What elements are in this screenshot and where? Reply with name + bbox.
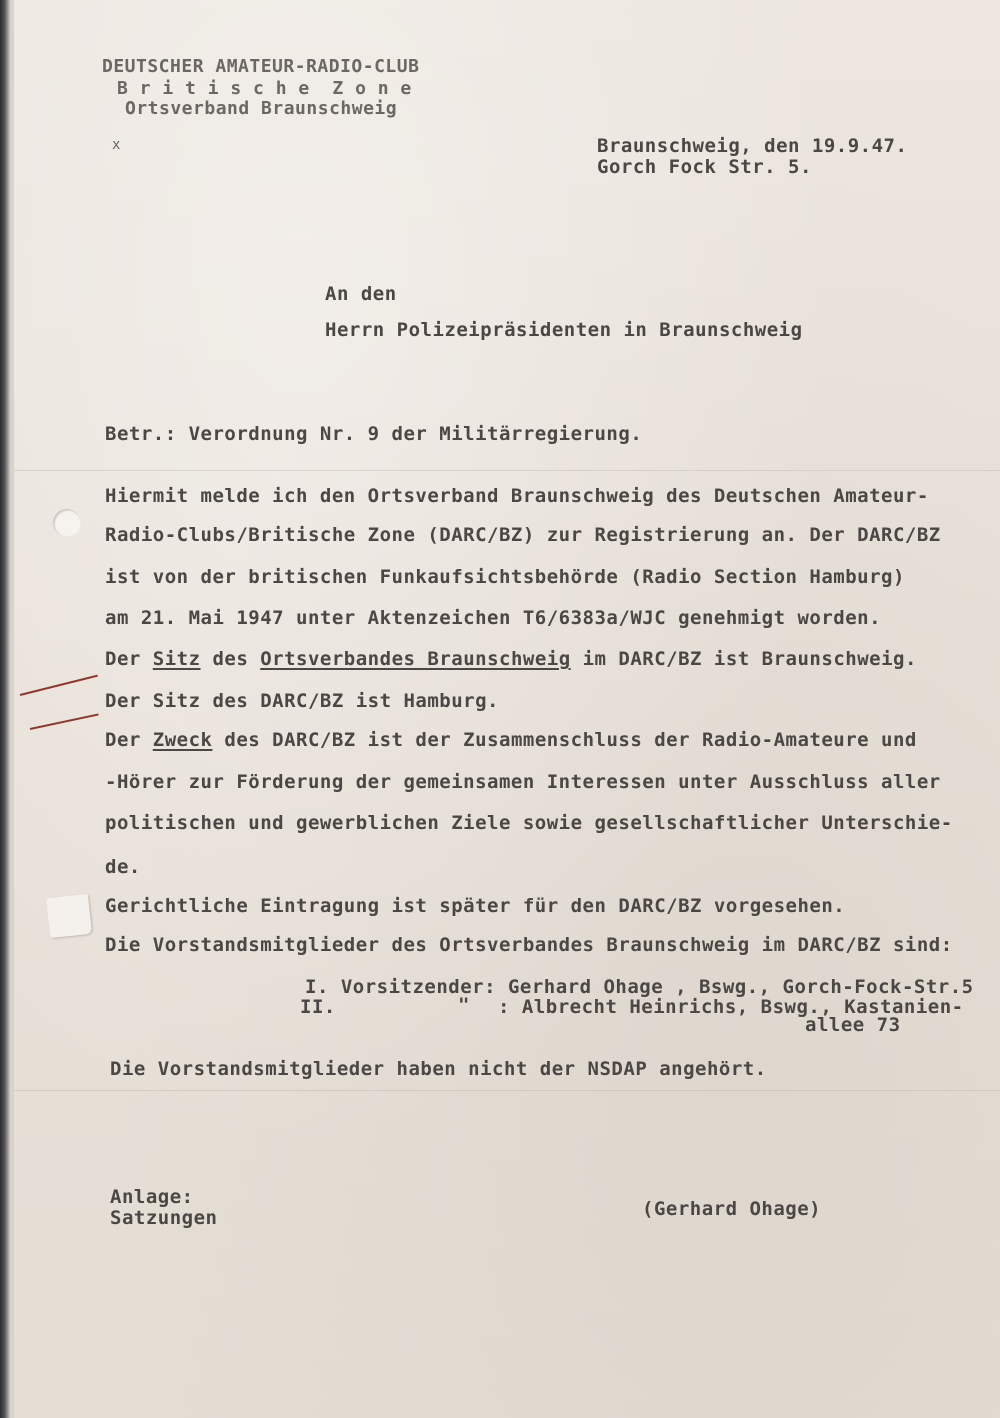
binder-edge [0, 0, 10, 1418]
ditto-mark: " [458, 994, 470, 1016]
nsdap-statement: Die Vorstandsmitglieder haben nicht der NSDAP angehört. [110, 1058, 767, 1080]
underlined-word: Sitz [152, 648, 201, 670]
place-date-line: Braunschweig, den 19.9.47. [597, 135, 908, 157]
paper-crease [14, 1090, 1000, 1091]
enclosure-item: Satzungen [110, 1207, 218, 1229]
red-ink-mark [30, 713, 99, 730]
body-text: des [200, 648, 261, 670]
letterhead-org: DEUTSCHER AMATEUR-RADIO-CLUB [102, 56, 420, 77]
board-member-rank: II. [300, 996, 336, 1018]
red-ink-mark [20, 675, 98, 696]
body-line: politischen und gewerblichen Ziele sowie gesellschaftlicher Unterschie- [105, 812, 953, 834]
paper-crease [14, 470, 1000, 471]
body-line: am 21. Mai 1947 unter Aktenzeichen T6/6383a/WJC genehmigt worden. [105, 607, 882, 629]
letterhead-zone: B r i t i s c h e Z o n e [117, 78, 412, 99]
body-line: Die Vorstandsmitglieder des Ortsverbandes Braunschweig im DARC/BZ sind: [105, 934, 953, 956]
body-text: Der [105, 729, 153, 751]
enclosure-label: Anlage: [110, 1186, 194, 1208]
body-line: Gerichtliche Eintragung ist später für den DARC/BZ vorgesehen. [105, 895, 846, 917]
punch-hole [53, 509, 81, 537]
body-line: de. [105, 856, 141, 878]
letterhead-branch: Ortsverband Braunschweig [125, 98, 398, 119]
body-line: ist von der britischen Funkaufsichtsbehörde (Radio Section Hamburg) [105, 566, 905, 588]
signature: (Gerhard Ohage) [642, 1198, 822, 1220]
body-line-purpose [105, 731, 917, 750]
recipient-name: Herrn Polizeipräsidenten in Braunschweig [325, 319, 803, 341]
board-member-deputy: : Albrecht Heinrichs, Bswg., Kastanien- [498, 996, 964, 1018]
body-line: Der Sitz des DARC/BZ ist Hamburg. [105, 690, 499, 712]
body-line-seat [105, 650, 917, 669]
underlined-phrase: Ortsverbandes Braunschweig [260, 648, 571, 670]
margin-mark: x [112, 137, 121, 153]
body-text: im DARC/BZ ist Braunschweig. [570, 648, 917, 670]
paper-tear [46, 894, 92, 938]
body-text: Der [105, 648, 153, 670]
body-text: des DARC/BZ ist der Zusammenschluss der Radio-Amateure und [212, 729, 917, 751]
subject-line: Betr.: Verordnung Nr. 9 der Militärregierung. [105, 423, 643, 445]
board-member-chair: I. Vorsitzender: Gerhard Ohage , Bswg., Gorch-Fock-Str.5 [305, 976, 974, 998]
recipient-salutation: An den [325, 283, 397, 305]
sender-address: Gorch Fock Str. 5. [597, 156, 812, 178]
body-line: Hiermit melde ich den Ortsverband Braunschweig des Deutschen Amateur- [105, 485, 929, 507]
board-member-address: allee 73 [805, 1014, 901, 1036]
underlined-word: Zweck [152, 729, 213, 751]
body-line: -Hörer zur Förderung der gemeinsamen Interessen unter Ausschluss aller [105, 771, 941, 793]
body-line: Radio-Clubs/Britische Zone (DARC/BZ) zur Registrierung an. Der DARC/BZ [105, 524, 941, 546]
sheet-edge [10, 0, 14, 1418]
